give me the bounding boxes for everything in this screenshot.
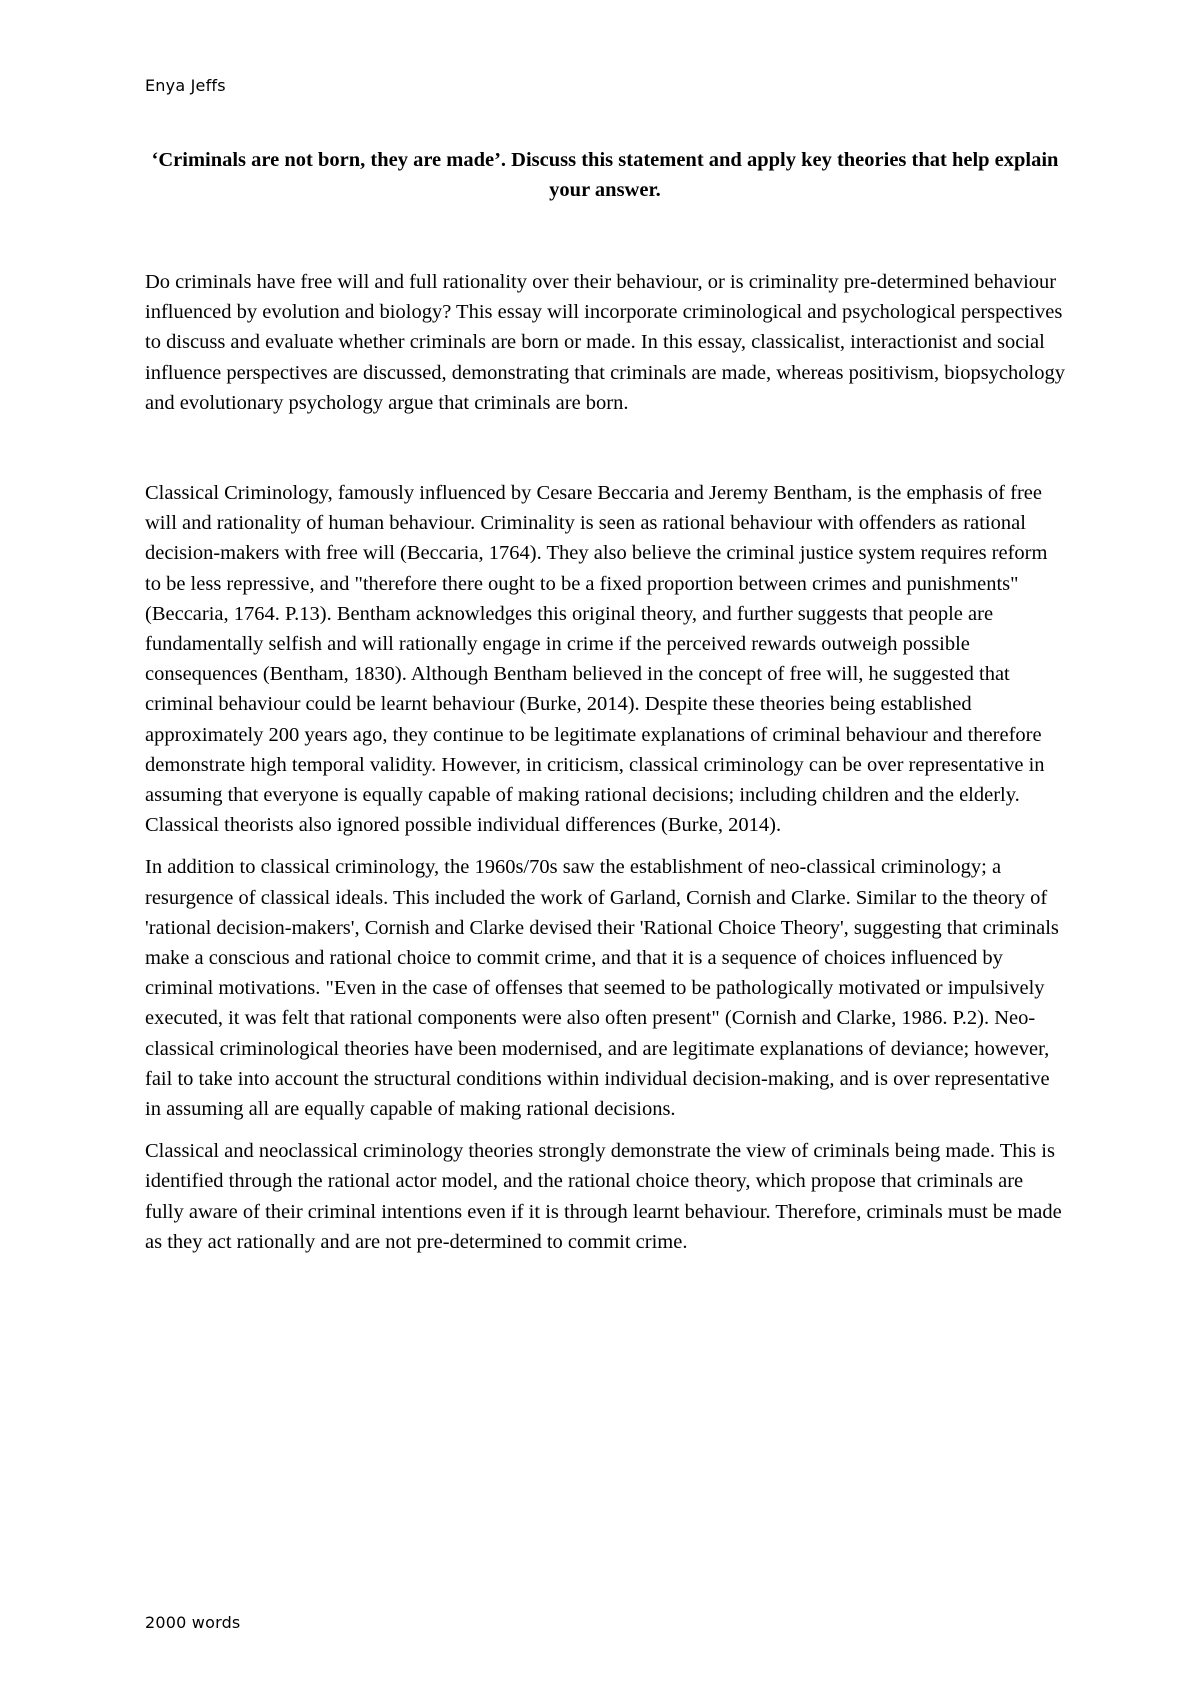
paragraph-classical: Classical Criminology, famously influenced by Cesare Beccaria and Jeremy Bentham, is the emphasis of free will and rationality of human behaviour. Criminality is seen as rational behaviour with offenders as rational decision-makers with free will (Beccaria, 1764). They also believe the criminal justice system requires reform to be less repressive, and "therefore there ought to be a fixed proportion between crimes and punishments" (Beccaria, 1764. P.13). Bentham acknowledges this original theory, and further suggests that people are fundamentally selfish and will rationally engage in crime if the perceived rewards outweigh possible consequences (Bentham, 1830). Although Bentham believed in the concept of free will, he suggested that criminal behaviour could be learnt behaviour (Burke, 2014). Despite these theories being established approximately 200 years ago, they continue to be legitimate explanations of criminal behaviour and therefore demonstrate high temporal validity. However, in criticism, classical criminology can be over representative in assuming that everyone is equally capable of making rational decisions; including children and the elderly. Classical theorists also ignored possible individual differences (Burke, 2014).: [145, 482, 1048, 837]
paragraph-intro: Do criminals have free will and full rationality over their behaviour, or is criminality pre-determined behaviour influenced by evolution and biology? This essay will incorporate criminological and psychological perspectives to discuss and evaluate whether criminals are born or made. In this essay, classicalist, interactionist and social influence perspectives are discussed, demonstrating that criminals are made, whereas positivism, biopsychology and evolutionary psychology argue that criminals are born.: [145, 271, 1065, 414]
author-name: Enya Jeffs: [145, 76, 226, 95]
essay-body: [145, 267, 1065, 1257]
paragraph-conclusion: Classical and neoclassical criminology theories strongly demonstrate the view of criminals being made. This is identified through the rational actor model, and the rational choice theory, which propose that criminals are fully aware of their criminal intentions even if it is through learnt behaviour. Therefore, criminals must be made as they act rationally and are not pre-determined to commit crime.: [145, 1140, 1062, 1253]
paragraph-neo-classical: In addition to classical criminology, the 1960s/70s saw the establishment of neo-classical criminology; a resurgence of classical ideals. This included the work of Garland, Cornish and Clarke. Similar to the theory of 'rational decision-makers', Cornish and Clarke devised their 'Rational Choice Theory', suggesting that criminals make a conscious and rational choice to commit crime, and that it is a sequence of choices influenced by criminal motivations. "Even in the case of offenses that seemed to be pathologically motivated or impulsively executed, it was felt that rational components were also often present" (Cornish and Clarke, 1986. P.2). Neo-classical criminological theories have been modernised, and are legitimate explanations of deviance; however, fail to take into account the structural conditions within individual decision-making, and is over representative in assuming all are equally capable of making rational decisions.: [145, 856, 1059, 1121]
word-count: 2000 words: [145, 1613, 241, 1632]
essay-title: ‘Criminals are not born, they are made’. Discuss this statement and apply key theories that help explain your answer.: [151, 149, 1059, 201]
